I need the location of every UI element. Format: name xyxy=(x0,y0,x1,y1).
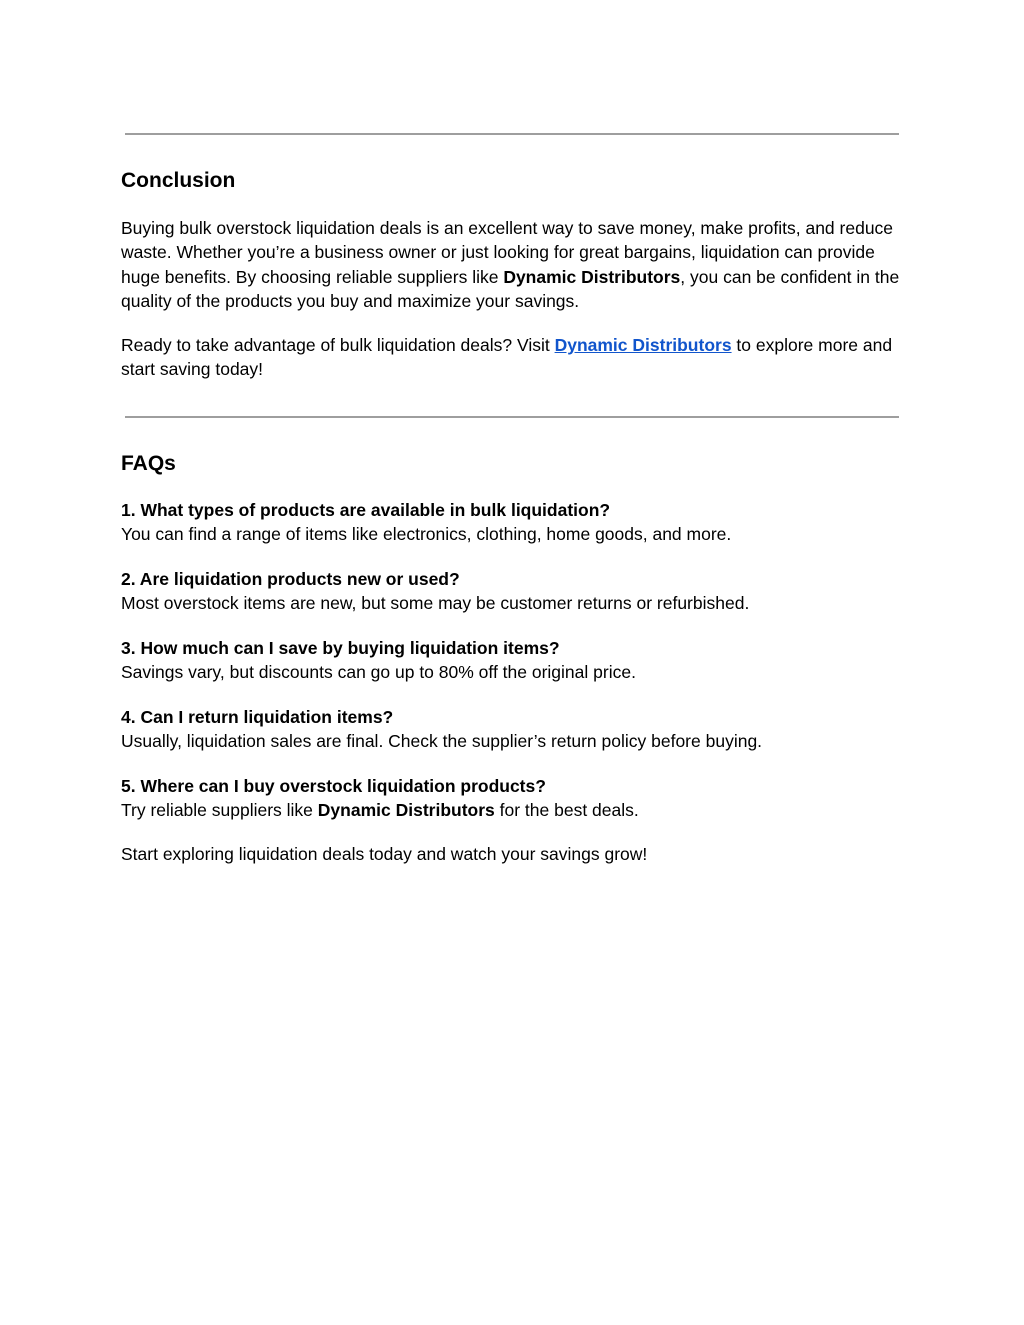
faq-item xyxy=(121,567,911,616)
call-to-action-paragraph xyxy=(121,333,911,382)
dynamic-distributors-link[interactable]: Dynamic Distributors xyxy=(554,335,732,355)
faq-question: 5. Where can I buy overstock liquidation products? xyxy=(121,776,546,796)
closing-paragraph: Start exploring liquidation deals today and watch your savings grow! xyxy=(121,844,648,864)
faq-question: 2. Are liquidation products new or used? xyxy=(121,569,460,589)
supplier-name-bold: Dynamic Distributors xyxy=(317,800,495,821)
faqs-heading: FAQs xyxy=(121,452,176,475)
faq-answer: You can find a range of items like electronics, clothing, home goods, and more. xyxy=(121,524,732,545)
cta-text-a: Ready to take advantage of bulk liquidation deals? Visit xyxy=(121,335,555,355)
faq-item xyxy=(121,636,911,685)
conclusion-text-b: , you can be confident in the quality of the products you buy and maximize your savings. xyxy=(121,266,900,311)
faq-question: 1. What types of products are available in bulk liquidation? xyxy=(121,500,611,520)
faq-answer: Savings vary, but discounts can go up to 80% off the original price. xyxy=(121,662,636,683)
faq-answer: Usually, liquidation sales are final. Check the supplier’s return policy before buying. xyxy=(121,731,763,752)
supplier-name-bold: Dynamic Distributors xyxy=(503,266,681,287)
faq-answer-text-b: for the best deals. xyxy=(494,800,639,821)
faq-item xyxy=(121,705,911,754)
faq-item xyxy=(121,498,911,547)
horizontal-rule-middle xyxy=(125,416,899,418)
faq-answer-text-a: Try reliable suppliers like xyxy=(121,800,318,821)
faq-item xyxy=(121,774,911,823)
conclusion-text-a: Buying bulk overstock liquidation deals is an excellent way to save money, make profits, and reduce waste. Whether you’re a business owner or just looking for great bargains, liquidation can provide huge benefits. By choosing reliable suppliers like xyxy=(121,218,894,287)
faq-question: 4. Can I return liquidation items? xyxy=(121,707,394,727)
faq-question: 3. How much can I save by buying liquidation items? xyxy=(121,638,560,658)
horizontal-rule-top xyxy=(125,133,899,135)
cta-text-b: to explore more and start saving today! xyxy=(121,335,893,380)
faq-answer: Most overstock items are new, but some may be customer returns or refurbished. xyxy=(121,593,750,614)
conclusion-paragraph xyxy=(121,216,911,313)
conclusion-heading: Conclusion xyxy=(121,169,236,192)
faq-answer xyxy=(121,798,911,822)
